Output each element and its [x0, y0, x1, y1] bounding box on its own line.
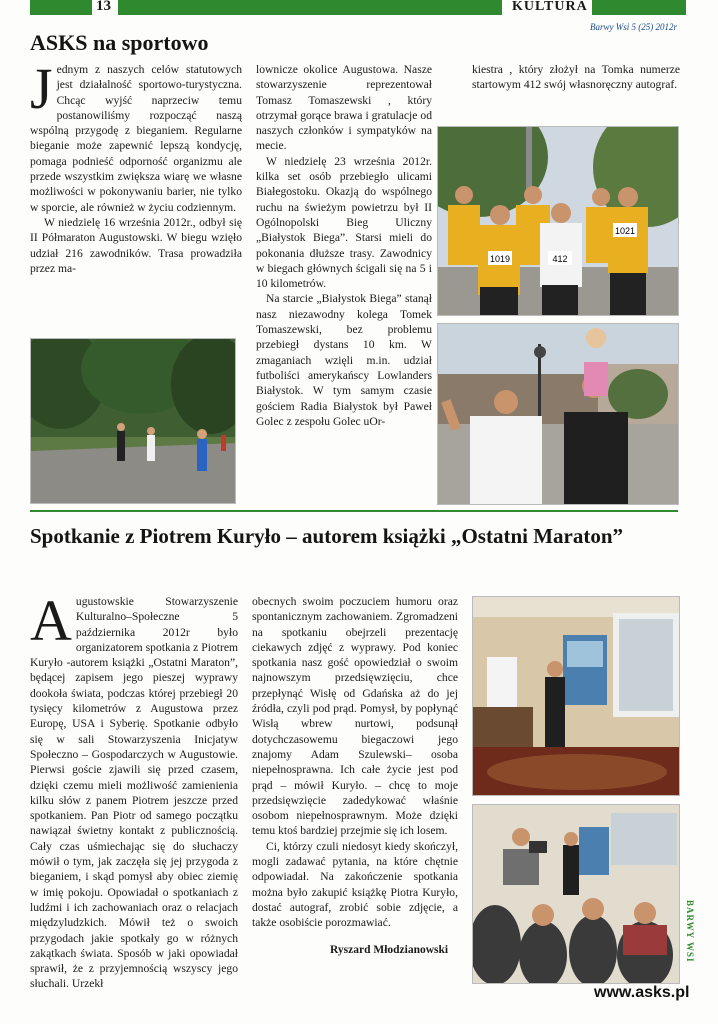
article2-author: Ryszard Młodzianowski — [330, 944, 449, 956]
photo-speaker-presentation — [472, 596, 680, 796]
article2-paragraph-2: obecnych swoim poczuciem humoru oraz spontanicznym zachowaniem. Zgromadzeni na spotkaniu obejrzeli prezentację ciekawych zdjęć z wyprawy. Pod koniec spotkania nasz gość opowiedział o swoim najnowszym przedsięwzięciu, chce przepłynąć Wisłę od Gdańska aż do jej źródła, czyli pod prąd. Pomysł, by popłynąć Wisłą wbrew nurtowi, podsunął dotychczasowemu biegaczowi jego znajomy Adam Szulewski– osoba niepełnosprawna. Ich całe życie jest pod prąd – mówił Kuryło. – chcę to moje przedsięwzięcie zadedykować właśnie osobom niepełnosprawnym. Może dzięki temu ktoś bardziej przejmie się ich losem. — [252, 595, 458, 838]
photo-runner-with-child — [437, 323, 679, 505]
article1-column-1 — [30, 56, 242, 276]
photo-audience-image — [473, 805, 680, 984]
article1-paragraph-4: W niedzielę 23 września 2012r. kilka set osób przebiegło ulicami Białegostoku. Okazją do wspólnego ruchu na świeżym powietrzu był II Ogólnopolski Bieg Uliczny „Białystok Biega”. Starsi mieli do pokonania dłuższe trasy. Zawodnicy w biegach głównych ścigali się na 5 i 10 kilometrów. — [256, 154, 432, 291]
photo-runners-park-image — [31, 339, 236, 504]
page-number: 13 — [96, 0, 111, 14]
article2-drop-cap: A — [30, 588, 72, 653]
article1-column-2 — [256, 62, 432, 429]
section-name: KULTURA — [512, 0, 588, 14]
photo-speaker-presentation-image — [473, 597, 680, 796]
article1-paragraph-1-text: ednym z naszych celów statutowych jest działalność sportowo-turystyczna. Chcąc wyjść naprzeciw temu postanowiliśmy rozpocząć naszą wspólną przygodę z bieganiem. Regularne bieganie może zapewnić lepszą kondycję, pomaga podnieść odporność organizmu ale przede wszystkim zwiększa wiarę we własne możliwości w pokonywaniu barier, nie tylko w sporcie, ale również w życiu codziennym. — [30, 63, 242, 214]
article1-column-3 — [472, 62, 680, 93]
header-bar-left — [30, 0, 92, 15]
side-label: BARWY WSI — [685, 900, 695, 963]
race-bib-2: 412 — [552, 254, 568, 264]
photo-runner-with-child-image — [438, 324, 679, 505]
section-divider — [30, 510, 678, 512]
article2-column-2 — [252, 594, 458, 931]
article2-paragraph-3: Ci, którzy czuli niedosyt kiedy skończył, mogli zadawać pytania, na które chętnie odpowiadał. Na zakończenie spotkania można było zakupić książkę Piotra Kuryło, dostać autograf, zrobić sobie zdjęcie, a także osobiście porozmawiać. — [252, 839, 458, 930]
article1-paragraph-5: Na starcie „Białystok Biega” stanął nasz niezawodny kolega Tomek Tomaszewski, bez problemu przebiegł dystans 10 km. W zmaganiach wzięli m.in. udział futboliści amerykańscy Lowlanders Białystok. W tym samym czasie gościem Radia Białystok był Paweł Golec z zespołu Golec uOr- — [256, 292, 432, 428]
article1-title: ASKS na sportowo — [30, 30, 209, 55]
issue-label: Barwy Wsi 5 (25) 2012r — [590, 22, 677, 32]
footer-url[interactable]: www.asks.pl — [594, 984, 690, 1001]
photo-audience — [472, 804, 680, 984]
article1-paragraph-6: kiestra , który złożył na Tomka numerze startowym 412 swój własnoręczny autograf. — [472, 63, 680, 92]
photo-runners-group-image — [438, 127, 679, 316]
header-bar-middle — [118, 0, 502, 15]
header-bar-right — [592, 0, 686, 15]
article2-title: Spotkanie z Piotrem Kuryło – autorem książki „Ostatni Maraton” — [30, 524, 624, 548]
photo-runners-park — [30, 338, 236, 504]
article2-column-1 — [30, 588, 238, 992]
article1-drop-cap: J — [30, 56, 53, 121]
article1-paragraph-3: lownicze okolice Augustowa. Nasze stowarzyszenie reprezentował Tomasz Tomaszewski , który otrzymał gorące brawa i gratulacje od naszych członków i sympatyków na mecie. — [256, 63, 432, 153]
photo-runners-group — [437, 126, 679, 316]
article1-paragraph-1 — [30, 56, 242, 215]
article2-paragraph-1 — [30, 588, 238, 992]
article2-paragraph-1-text: ugustowskie Stowarzyszenie Kulturalno–Społeczne 5 października 2012r było organizatorem spotkania z Piotrem Kuryło -autorem książki „Ostatni Maraton”, będącej zapisem jego pieszej wyprawy dookoła świata, podczas której przebiegł 20 tysięcy kilometrów z Augustowa przez Europę, USA i Syberię. Spotkanie odbyło się w sali Stowarzyszenia Inicjatyw Społeczno – Gospodarczych w Augustowie. Pierwsi goście zjawili się przed czasem, dzięki czemu mieli możliwość zamienienia kilku słów z panem Piotrem jeszcze przed spotkaniem. Pan Piotr od samego początku nawiązał świetny kontakt z publicznością. Cały czas uśmiechając się do słuchaczy mówił o tym, jak zaczęła się jej przygoda z bieganiem, i skąd pomysł aby obiec ziemię w imię pokoju. Opowiadał o spotkaniach z ludźmi i ich zachowaniach oraz o relacjach międzyludzkich. Mówił też o swoich przygodach jakie spotkały go w różnych zakątkach świata. Sposób w jaki opowiadał sprawił, że z przyjemnością wszyscy jego słuchali. Urzekł — [30, 595, 238, 991]
race-bib-3: 1021 — [614, 226, 636, 236]
article1-paragraph-2: W niedzielę 16 września 2012r., odbył się II Półmaraton Augustowski. W biegu wzięło udział 216 zawodników. Trasa prowadziła przez ma- — [30, 215, 242, 275]
race-bib-1: 1019 — [489, 254, 511, 264]
